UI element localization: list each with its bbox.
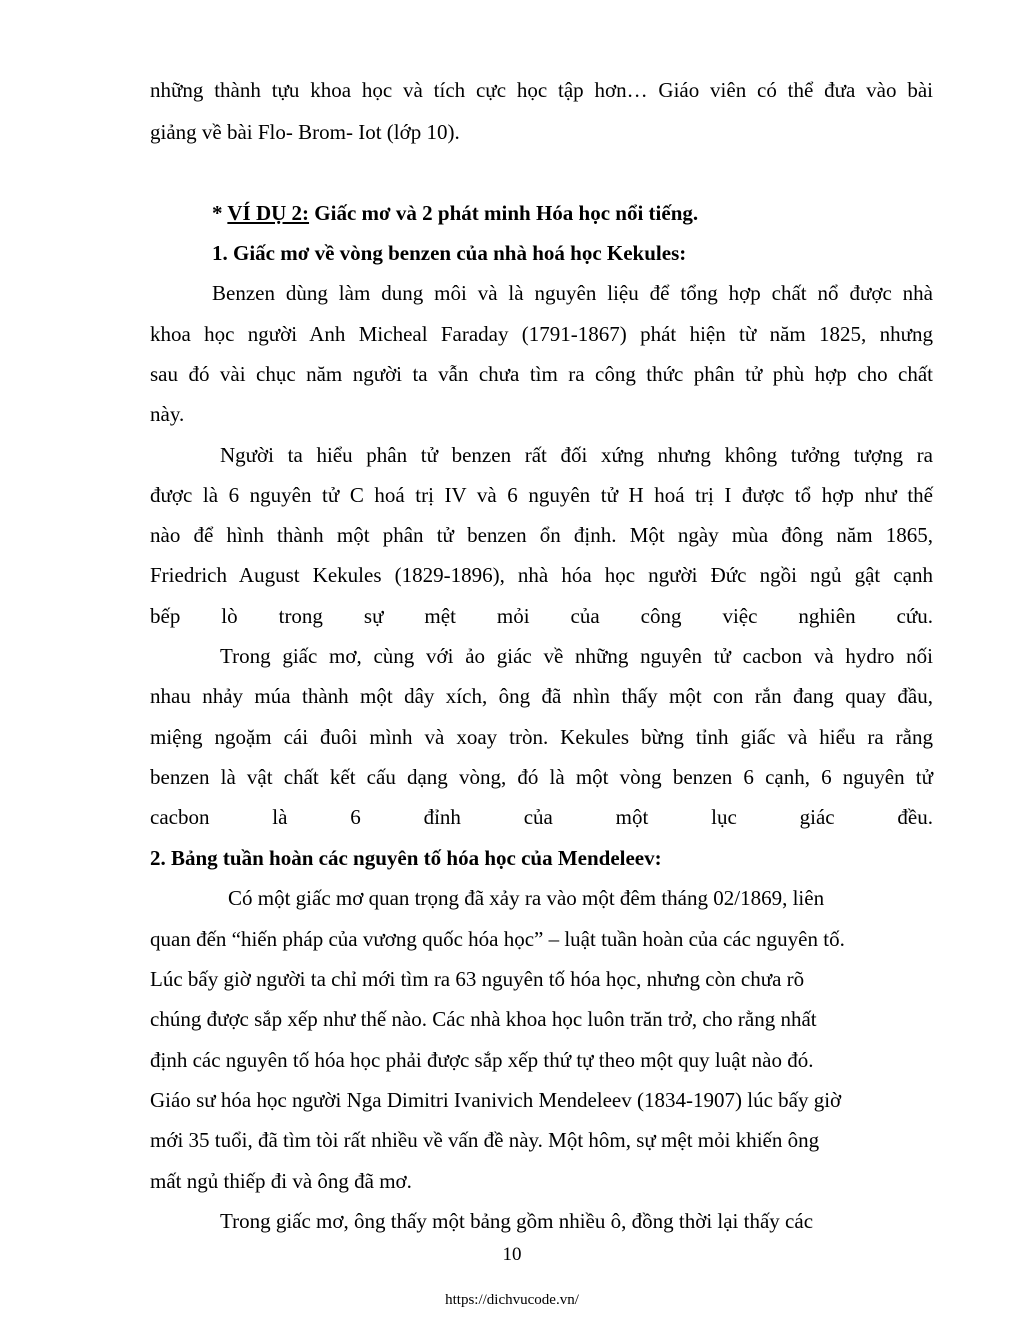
body-line: Người ta hiểu phân tử benzen rất đối xứng nhưng không tưởng tượng ra (220, 443, 933, 467)
body-line: nào để hình thành một phân tử benzen ổn định. Một ngày mùa đông năm 1865, (150, 523, 933, 547)
section-heading: 1. Giấc mơ về vòng benzen của nhà hoá học Kekules: (212, 241, 687, 265)
body-line: Friedrich August Kekules (1829-1896), nhà hóa học người Đức ngồi ngủ gật cạnh (150, 563, 933, 587)
body-line: sau đó vài chục năm người ta vẫn chưa tìm ra công thức phân tử phù hợp cho chất (150, 362, 933, 386)
body-line: nhau nhảy múa thành một dây xích, ông đã nhìn thấy một con rắn đang quay đầu, (150, 684, 933, 708)
body-line: miệng ngoặm cái đuôi mình và xoay tròn. Kekules bừng tỉnh giấc và hiểu ra rằng (150, 725, 933, 749)
body-line: giảng về bài Flo- Brom- Iot (lớp 10). (150, 120, 460, 144)
body-line: này. (150, 402, 185, 426)
body-line: được là 6 nguyên tử C hoá trị IV và 6 nguyên tử H hoá trị I được tổ hợp như thế (150, 483, 933, 507)
body-line: Có một giấc mơ quan trọng đã xảy ra vào một đêm tháng 02/1869, liên (228, 886, 825, 910)
example-heading (212, 200, 933, 226)
example-title: Giấc mơ và 2 phát minh Hóa học nổi tiếng. (309, 201, 699, 225)
example-label: VÍ DỤ 2: (227, 201, 310, 225)
body-line: Lúc bấy giờ người ta chỉ mới tìm ra 63 nguyên tố hóa học, nhưng còn chưa rõ (150, 967, 805, 991)
body-line: định các nguyên tố hóa học phải được sắp xếp thứ tự theo một quy luật nào đó. (150, 1048, 814, 1072)
body-line: Benzen dùng làm dung môi và là nguyên liệu để tổng hợp chất nổ được nhà (212, 281, 933, 305)
body-line: mất ngủ thiếp đi và ông đã mơ. (150, 1169, 412, 1193)
section-heading: 2. Bảng tuần hoàn các nguyên tố hóa học của Mendeleev: (150, 846, 662, 870)
footer-url[interactable]: https://dichvucode.vn/ (445, 1292, 579, 1308)
body-line: những thành tựu khoa học và tích cực học tập hơn… Giáo viên có thể đưa vào bài (150, 78, 933, 102)
page-number: 10 (502, 1244, 522, 1265)
body-line: Trong giấc mơ, ông thấy một bảng gồm nhiều ô, đồng thời lại thấy các (220, 1209, 814, 1233)
example-star: * (212, 201, 228, 225)
body-line: chúng được sắp xếp như thế nào. Các nhà khoa học luôn trăn trở, cho rằng nhất (150, 1007, 817, 1031)
body-line: Giáo sư hóa học người Nga Dimitri Ivanivich Mendeleev (1834-1907) lúc bấy giờ (150, 1088, 842, 1112)
body-line: quan đến “hiến pháp của vương quốc hóa học” – luật tuần hoàn của các nguyên tố. (150, 927, 845, 951)
body-line: benzen là vật chất kết cấu dạng vòng, đó là một vòng benzen 6 cạnh, 6 nguyên tử (150, 765, 933, 789)
body-line: mới 35 tuổi, đã tìm tòi rất nhiều về vấn đề này. Một hôm, sự mệt mỏi khiến ông (150, 1128, 820, 1152)
body-line: cacbon là 6 đỉnh của một lục giác đều. (150, 805, 933, 829)
body-line: Trong giấc mơ, cùng với ảo giác về những nguyên tử cacbon và hydro nối (220, 644, 933, 668)
body-line: khoa học người Anh Micheal Faraday (1791-1867) phát hiện từ năm 1825, nhưng (150, 322, 933, 346)
body-line: bếp lò trong sự mệt mỏi của công việc nghiên cứu. (150, 604, 933, 628)
